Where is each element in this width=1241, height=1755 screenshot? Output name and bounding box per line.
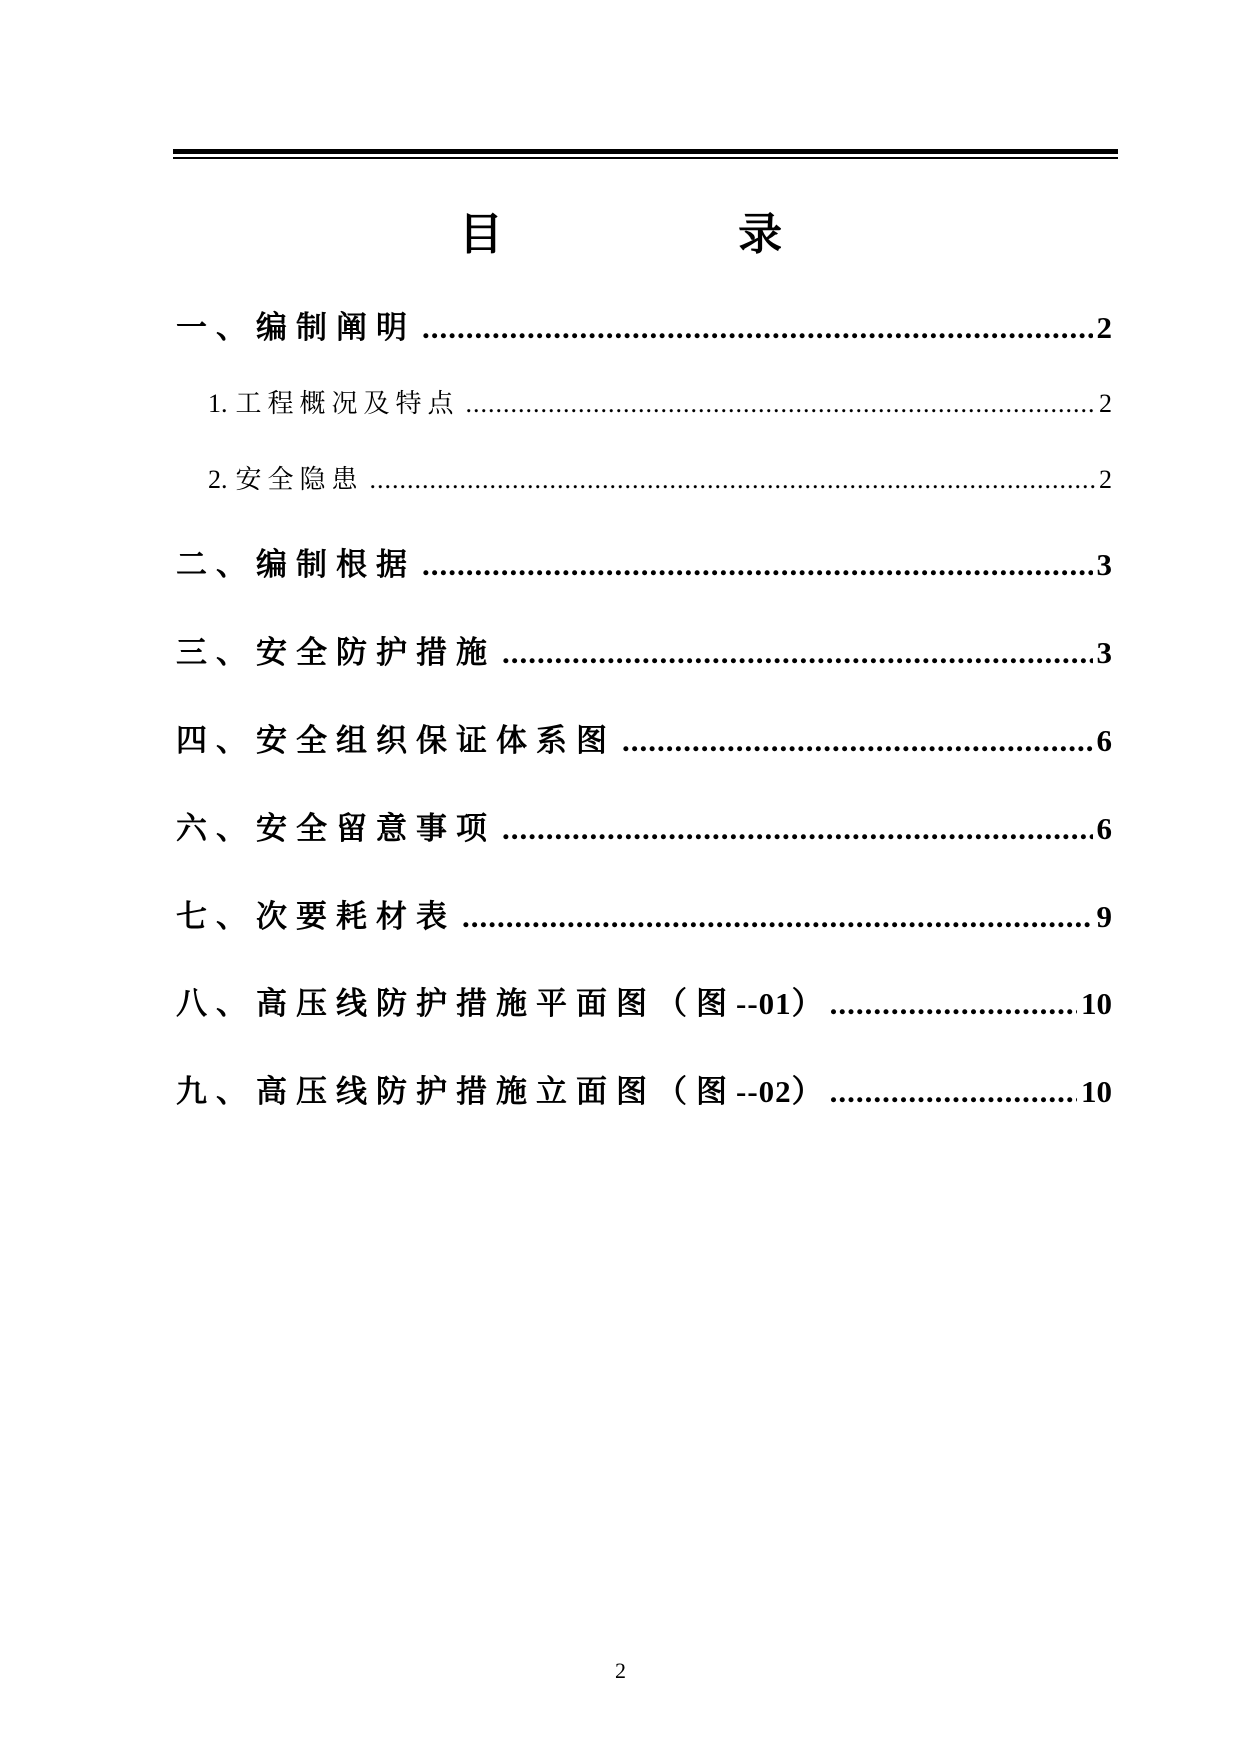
toc-entry-label: 安全隐患 (235, 465, 364, 495)
toc-entry-page: 3 (1096, 635, 1112, 670)
toc-entry-page: 6 (1096, 811, 1112, 846)
toc-leader-dots (830, 986, 1077, 1022)
header-rule-thin (173, 157, 1118, 159)
toc-leader-dots (422, 310, 1093, 346)
toc-entry-label: 工程概况及特点 (235, 389, 460, 419)
toc-entry-label (176, 1066, 824, 1111)
toc-entry-page: 3 (1096, 547, 1112, 582)
toc-entry-label: 六、安全留意事项 (176, 811, 496, 847)
toc-entry[interactable] (176, 302, 1112, 346)
toc-title: 目 录 (458, 209, 893, 260)
toc-entry-page: 10 (1081, 1074, 1112, 1109)
toc-entry-label: 二、编制根据 (176, 547, 416, 583)
toc-leader-dots (502, 811, 1093, 847)
toc-entry[interactable] (176, 627, 1112, 671)
toc-entry-page: 2 (1099, 465, 1112, 494)
toc-entry[interactable] (176, 891, 1112, 935)
toc-entry-label: 七、次要耗材表 (176, 899, 456, 935)
toc-entry-label (176, 978, 824, 1023)
toc-entry[interactable] (176, 978, 1112, 1022)
toc-entry-page: 6 (1096, 723, 1112, 758)
toc-entry-label: 四、安全组织保证体系图 (176, 723, 616, 759)
toc-leader-dots (462, 899, 1093, 935)
toc-entry-page: 10 (1081, 986, 1112, 1021)
toc-entry[interactable] (176, 715, 1112, 759)
toc-leader-dots (830, 1074, 1077, 1110)
toc-entry-page: 2 (1099, 389, 1112, 418)
toc-leader-dots (370, 465, 1095, 495)
toc-entry[interactable] (176, 539, 1112, 583)
toc-entry-label-main: 九、高压线防护措施立面图（图 (176, 1074, 736, 1110)
toc-entry[interactable] (176, 459, 1112, 497)
toc-entry-number: 2. (208, 465, 228, 494)
toc-entry-label-suffix: --01） (736, 986, 824, 1021)
toc-entry[interactable] (176, 1066, 1112, 1110)
toc-entry-label-suffix: --02） (736, 1074, 824, 1109)
toc-entry-number: 1. (208, 389, 228, 418)
header-rule-thick (173, 149, 1118, 154)
toc-entry-page: 2 (1096, 310, 1112, 345)
toc-leader-dots (502, 635, 1093, 671)
toc-entry-page: 9 (1096, 899, 1112, 934)
toc-entry[interactable] (176, 803, 1112, 847)
toc-entry-label-main: 八、高压线防护措施平面图（图 (176, 986, 736, 1022)
toc-leader-dots (466, 389, 1095, 419)
toc-leader-dots (422, 547, 1093, 583)
toc-entry-label: 一、编制阐明 (176, 310, 416, 346)
toc-entry[interactable] (176, 383, 1112, 421)
page-number: 2 (615, 1658, 626, 1683)
toc-leader-dots (622, 723, 1093, 759)
toc-entry-label: 三、安全防护措施 (176, 635, 496, 671)
